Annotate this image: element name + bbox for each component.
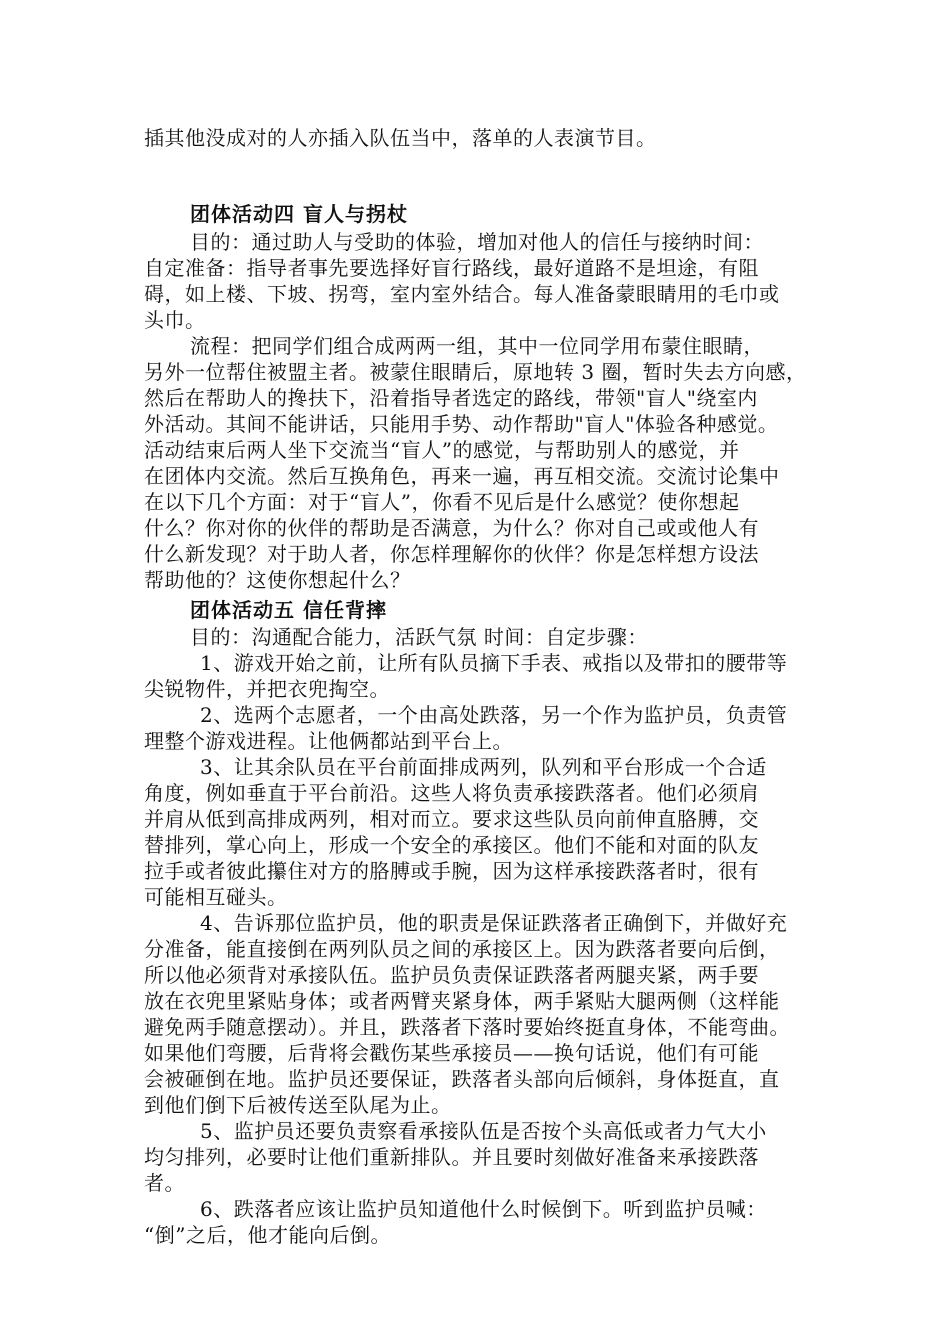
activity4-line: 在以下几个方面：对于“盲人”，你看不见后是什么感觉？使你想起 (144, 490, 740, 514)
activity4-line: 外活动。其间不能讲话，只能用手势、动作帮助"盲人"体验各种感觉。 (144, 412, 779, 436)
activity5-line: 5、监护员还要负责察看承接队伍是否按个头高低或者力气大小 (200, 1119, 767, 1143)
activity5-line: 尖锐物件，并把衣兜掏空。 (144, 677, 390, 701)
activity5-line: 3、让其余队员在平台前面排成两列，队列和平台形成一个合适 (200, 755, 767, 779)
activity5-line: 并肩从低到高排成两列，相对而立。要求这些队员向前伸直胳膊，交 (144, 807, 759, 831)
activity4-line: 流程：把同学们组合成两两一组，其中一位同学用布蒙住眼睛， (190, 334, 764, 358)
activity5-line: 2、选两个志愿者，一个由高处跌落，另一个作为监护员，负责管 (200, 703, 788, 727)
activity5-line: 如果他们弯腰，后背将会戳伤某些承接员——换句话说，他们有可能 (144, 1041, 759, 1065)
activity5-line: 分准备，能直接倒在两列队员之间的承接区上。因为跌落者要向后倒， (144, 937, 780, 961)
activity5-line: 避免两手随意摆动）。并且，跌落者下落时要始终挺直身体，不能弯曲。 (144, 1015, 790, 1039)
activity5-line: 4、告诉那位监护员，他的职责是保证跌落者正确倒下，并做好充 (200, 911, 788, 935)
activity5-line: 可能相互碰头。 (144, 885, 288, 909)
activity5-line: 拉手或者彼此攥住对方的胳膊或手腕，因为这样承接跌落者时，很有 (144, 859, 759, 883)
activity5-line: “倒”之后，他才能向后倒。 (144, 1223, 391, 1247)
activity5-line: 到他们倒下后被传送至队尾为止。 (144, 1093, 452, 1117)
activity4-line: 什么新发现？对于助人者，你怎样理解你的伙伴？你是怎样想方设法 (144, 542, 759, 566)
activity4-line: 头巾。 (144, 308, 206, 332)
activity4-line: 帮助他的？这使你想起什么？ (144, 568, 411, 592)
activity4-line: 什么？你对你的伙伴的帮助是否满意，为什么？你对自己或或他人有 (144, 516, 759, 540)
activity4-line: 目的：通过助人与受助的体验，增加对他人的信任与接纳时间： (190, 230, 764, 254)
activity5-line: 所以他必须背对承接队伍。监护员负责保证跌落者两腿夹紧，两手要 (144, 963, 759, 987)
activity5-line: 放在衣兜里紧贴身体；或者两臂夹紧身体，两手紧贴大腿两侧（这样能 (144, 989, 780, 1013)
activity4-line: 自定准备：指导者事先要选择好盲行路线，最好道路不是坦途，有阻 (144, 256, 759, 280)
activity4-line: 在团体内交流。然后互换角色，再来一遍，再互相交流。交流讨论集中 (144, 464, 780, 488)
activity5-heading: 团体活动五 信任背摔 (190, 598, 387, 622)
activity5-line: 者。 (144, 1171, 185, 1195)
activity5-line: 理整个游戏进程。让他俩都站到平台上。 (144, 729, 513, 753)
activity5-line: 6、跌落者应该让监护员知道他什么时候倒下。听到监护员喊： (200, 1197, 767, 1221)
activity5-line: 均匀排列，必要时让他们重新排队。并且要时刻做好准备来承接跌落 (144, 1145, 759, 1169)
activity5-line: 替排列，掌心向上，形成一个安全的承接区。他们不能和对面的队友 (144, 833, 759, 857)
activity5-line: 目的：沟通配合能力，活跃气氛 时间：自定步骤： (190, 625, 648, 649)
activity5-line: 角度，例如垂直于平台前沿。这些人将负责承接跌落者。他们必须肩 (144, 781, 759, 805)
activity4-heading: 团体活动四 盲人与拐杖 (190, 202, 408, 226)
activity4-line: 然后在帮助人的搀扶下，沿着指导者选定的路线，带领"盲人"绕室内 (144, 386, 758, 410)
intro-tail-text: 插其他没成对的人亦插入队伍当中，落单的人表演节目。 (144, 126, 657, 150)
activity4-line: 活动结束后两人坐下交流当“盲人”的感觉，与帮助别人的感觉，并 (144, 438, 740, 462)
activity5-line: 会被砸倒在地。监护员还要保证，跌落者头部向后倾斜，身体挺直，直 (144, 1067, 780, 1091)
activity4-line: 碍，如上楼、下坡、拐弯，室内室外结合。每人准备蒙眼睛用的毛巾或 (144, 282, 780, 306)
activity5-line: 1、游戏开始之前，让所有队员摘下手表、戒指以及带扣的腰带等 (200, 651, 788, 675)
activity4-line: 另外一位帮住被盟主者。被蒙住眼睛后，原地转 3 圈，暂时失去方向感， (144, 360, 807, 384)
